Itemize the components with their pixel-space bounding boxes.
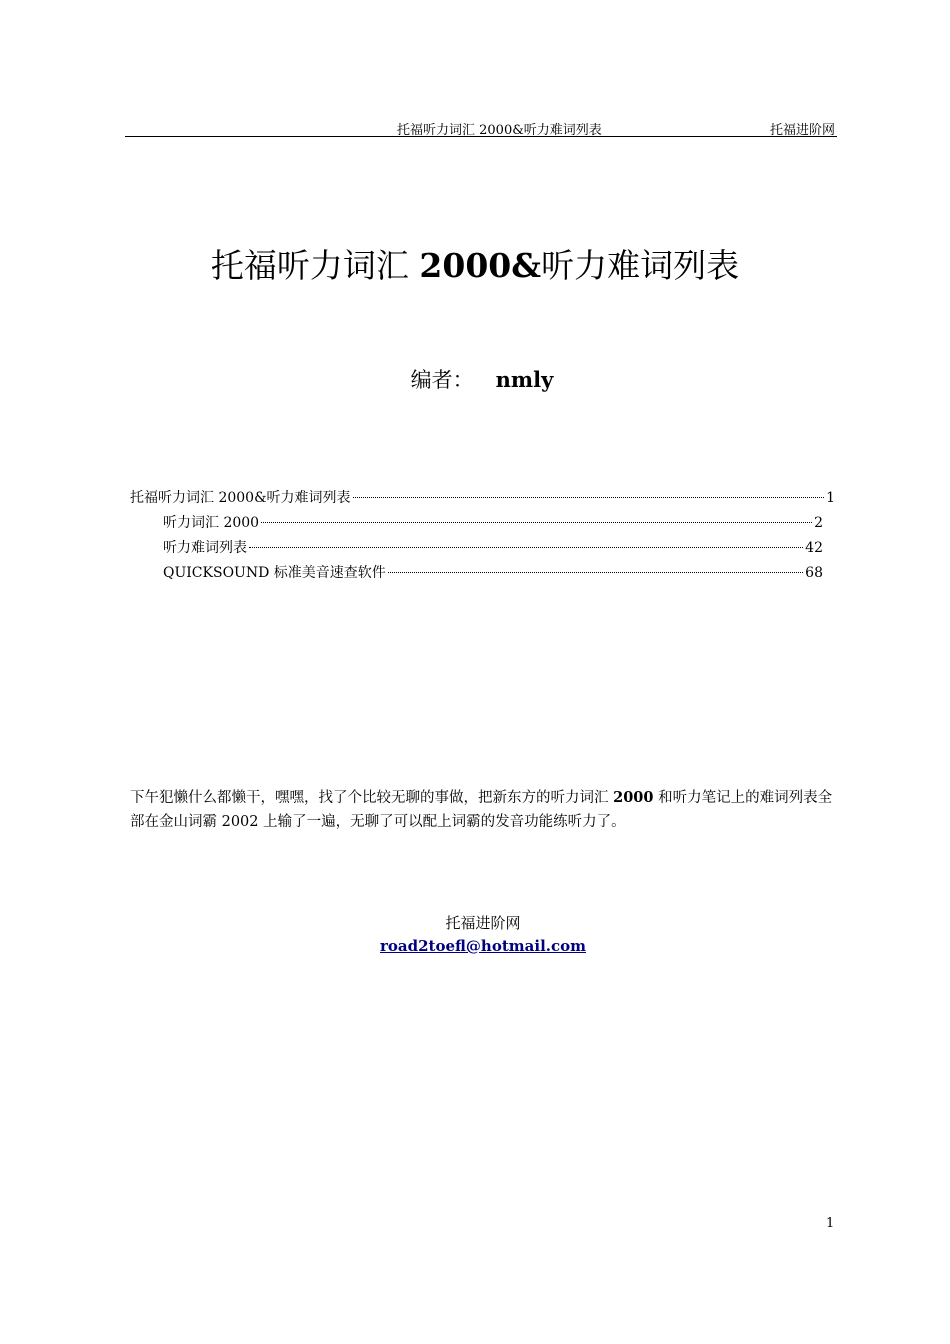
toc-entry[interactable] [163,538,823,563]
toc-entry-page: 2 [814,515,823,531]
toc-entry[interactable] [163,513,823,538]
toc-leader-dots [261,522,812,523]
document-title [0,240,950,287]
header-site-name: 托福进阶网 [769,123,835,138]
table-of-contents [130,488,835,588]
toc-entry-page: 1 [826,490,835,506]
toc-entry[interactable] [130,488,835,513]
footer-email [0,937,950,955]
footer-site-name: 托福进阶网 [445,914,521,932]
toc-entry-label: 托福听力词汇 2000&听力难词列表 [130,490,351,506]
toc-entry[interactable] [163,563,823,588]
author-label: 编者： [410,368,474,392]
intro-text-after: 和听力笔记上的难词列表全部在金山词霸 2002 上输了一遍，无聊了可以配上词霸的发音功能练听力了。 [130,790,833,830]
toc-entry-label: 听力词汇 2000 [163,515,260,531]
title-part-2: 听力难词列表 [541,246,740,285]
page-number: 1 [826,1216,835,1231]
toc-entry-label: 听力难词列表 [163,540,247,556]
intro-text-before: 下午犯懒什么都懒干，嘿嘿，找了个比较无聊的事做，把新东方的听力词汇 [130,790,614,806]
title-bold: 2000& [419,246,542,285]
email-link[interactable]: road2toefl@hotmail.com [380,937,586,955]
author-line [0,364,950,394]
toc-leader-dots [388,572,803,573]
intro-paragraph [130,786,840,834]
toc-entry-label: QUICKSOUND 标准美音速查软件 [163,565,386,581]
running-header [125,118,837,137]
author-name: nmly [495,367,554,392]
title-part-1: 托福听力词汇 [210,246,420,285]
toc-entry-page: 42 [805,540,823,556]
toc-leader-dots [249,547,803,548]
header-title: 托福听力词汇 2000&听力难词列表 [397,123,602,138]
toc-leader-dots [353,497,825,498]
intro-bold-number: 2000 [613,789,654,806]
toc-entry-page: 68 [805,565,823,581]
